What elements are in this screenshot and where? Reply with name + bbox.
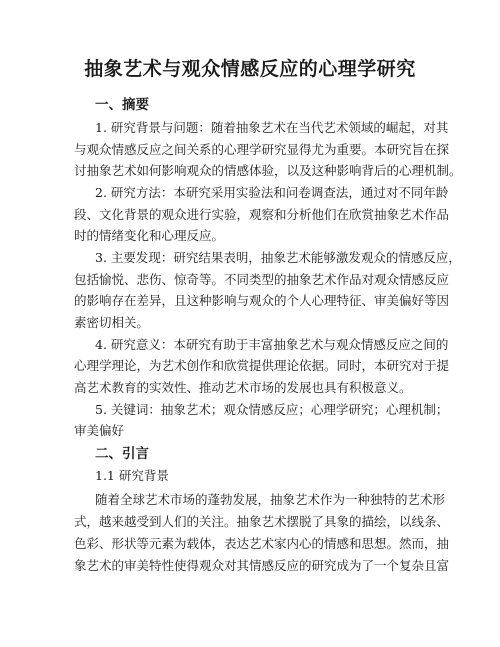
- text-line: 时的情绪变化和心理反应。: [74, 228, 225, 243]
- text-line: 3. 主要发现：研究结果表明，抽象艺术能够激发观众的情感反应，: [95, 250, 461, 265]
- text-line: 讨抽象艺术如何影响观众的情感体验，以及这种影响背后的心理机制。: [74, 163, 462, 178]
- document-title: 抽象艺术与观众情感反应的心理学研究: [84, 58, 416, 80]
- text-line: 式，越来越受到人们的关注。抽象艺术摆脱了具象的描绘，以线条、: [74, 514, 450, 529]
- text-line: 心理学理论，为艺术创作和欣赏提供理论依据。同时，本研究对于提: [74, 358, 450, 373]
- text-line: 的影响存在差异，且这种影响与观众的个人心理特征、审美偏好等因: [74, 293, 450, 308]
- section-heading-introduction: 二、引言: [95, 446, 149, 462]
- text-line: 段、文化背景的观众进行实验，观察和分析他们在欣赏抽象艺术作品: [74, 207, 450, 222]
- text-line: 与观众情感反应之间关系的心理学研究显得尤为重要。本研究旨在探: [74, 142, 450, 157]
- text-line: 素密切相关。: [74, 315, 150, 330]
- text-line: 色彩、形状等元素为载体，表达艺术家内心的情感和思想。然而，抽: [74, 536, 450, 551]
- text-line: 象艺术的审美特性使得观众对其情感反应的研究成为了一个复杂且富: [74, 558, 450, 573]
- text-line: 1. 研究背景与问题：随着抽象艺术在当代艺术领域的崛起，对其: [95, 120, 449, 135]
- text-line: 审美偏好: [74, 423, 125, 438]
- section-heading-abstract: 一、摘要: [95, 97, 149, 113]
- text-line: 4. 研究意义：本研究有助于丰富抽象艺术与观众情感反应之间的: [95, 337, 449, 352]
- text-line: 包括愉悦、悲伤、惊奇等。不同类型的抽象艺术作品对观众情感反应: [74, 272, 450, 287]
- subsection-heading-research-background: 1.1 研究背景: [95, 468, 169, 483]
- text-line: 高艺术教育的实效性、推动艺术市场的发展也具有积极意义。: [74, 380, 412, 395]
- text-line: 2. 研究方法：本研究采用实验法和问卷调查法，通过对不同年龄: [95, 185, 449, 200]
- text-line: 5. 关键词：抽象艺术；观众情感反应；心理学研究；心理机制；: [95, 402, 449, 417]
- text-line: 随着全球艺术市场的蓬勃发展，抽象艺术作为一种独特的艺术形: [95, 492, 446, 507]
